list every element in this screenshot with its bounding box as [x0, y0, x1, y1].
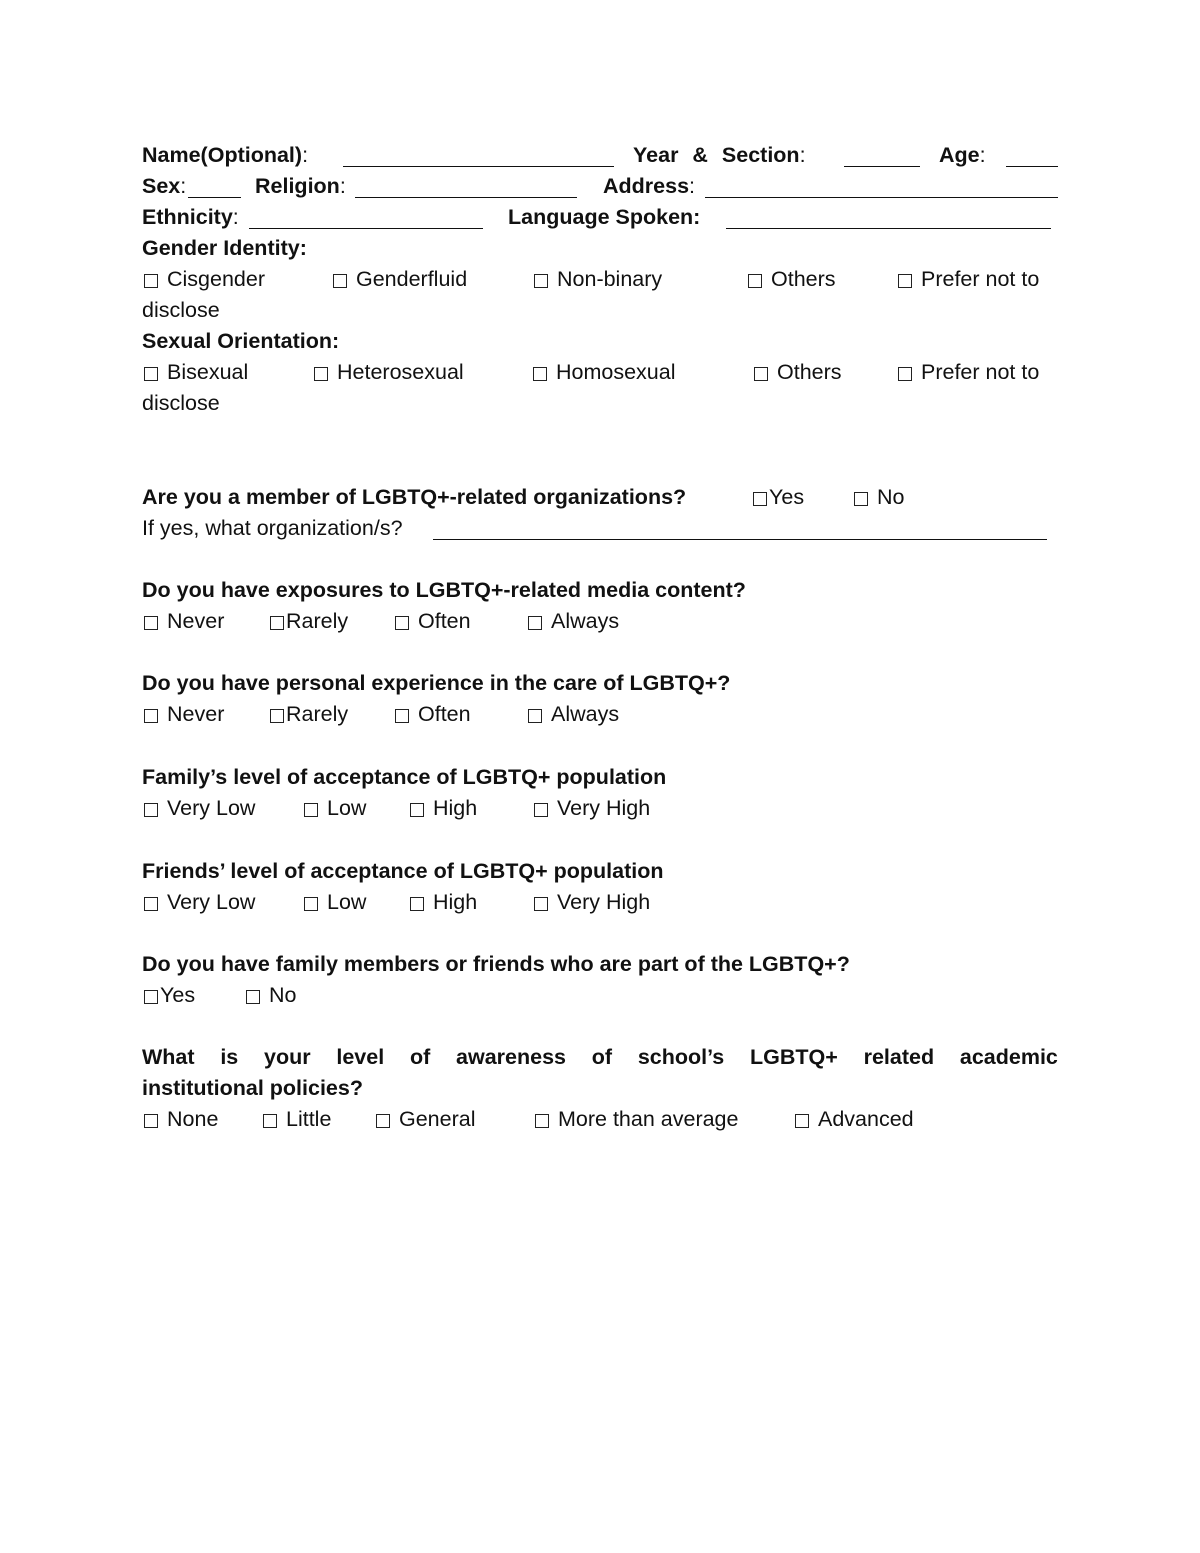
members-options — [142, 980, 1058, 1011]
option-high[interactable]: High — [410, 793, 477, 824]
checkbox-icon[interactable] — [533, 367, 547, 381]
sex-field[interactable] — [188, 177, 241, 198]
name-label: Name(Optional): — [142, 143, 309, 167]
gender-identity-options — [142, 264, 1058, 295]
member-followup-text: If yes, what organization/s? — [142, 516, 403, 540]
organization-field[interactable] — [433, 519, 1047, 540]
address-field[interactable] — [705, 177, 1058, 198]
option-others[interactable]: Others — [748, 264, 836, 295]
option-bisexual[interactable]: Bisexual — [144, 357, 248, 388]
option-cisgender[interactable]: Cisgender — [144, 264, 265, 295]
option-prefer-not[interactable]: Prefer not to — [898, 264, 1039, 295]
media-question-row — [142, 575, 1058, 606]
option-yes[interactable]: Yes — [753, 482, 804, 513]
gender-identity-label: Gender Identity: — [142, 236, 307, 260]
checkbox-icon[interactable] — [144, 616, 158, 630]
checkbox-icon[interactable] — [395, 709, 409, 723]
language-label: Language Spoken: — [508, 205, 701, 229]
checkbox-icon[interactable] — [753, 492, 767, 506]
option-always[interactable]: Always — [528, 606, 619, 637]
option-general[interactable]: General — [376, 1104, 476, 1135]
checkbox-icon[interactable] — [534, 274, 548, 288]
option-little[interactable]: Little — [263, 1104, 331, 1135]
option-others[interactable]: Others — [754, 357, 842, 388]
checkbox-icon[interactable] — [535, 1114, 549, 1128]
checkbox-icon[interactable] — [270, 709, 284, 723]
option-homosexual[interactable]: Homosexual — [533, 357, 676, 388]
name-row — [142, 140, 1058, 171]
ethnicity-label: Ethnicity: — [142, 205, 239, 229]
sex-label: Sex: — [142, 174, 187, 198]
option-genderfluid[interactable]: Genderfluid — [333, 264, 467, 295]
religion-label: Religion: — [255, 174, 346, 198]
option-yes[interactable]: Yes — [144, 980, 195, 1011]
checkbox-icon[interactable] — [270, 616, 284, 630]
option-often[interactable]: Often — [395, 606, 471, 637]
family-question: Family’s level of acceptance of LGBTQ+ population — [142, 765, 667, 789]
sexual-orientation-label: Sexual Orientation: — [142, 329, 340, 353]
sexual-orientation-wrap — [142, 388, 1058, 419]
disclose-text: disclose — [142, 391, 220, 415]
ethnicity-field[interactable] — [249, 208, 483, 229]
checkbox-icon[interactable] — [144, 1114, 158, 1128]
checkbox-icon[interactable] — [395, 616, 409, 630]
experience-question-row — [142, 668, 1058, 699]
checkbox-icon[interactable] — [333, 274, 347, 288]
checkbox-icon[interactable] — [144, 897, 158, 911]
friends-question: Friends’ level of acceptance of LGBTQ+ population — [142, 859, 664, 883]
option-more-than-average[interactable]: More than average — [535, 1104, 738, 1135]
checkbox-icon[interactable] — [376, 1114, 390, 1128]
awareness-question-line2: institutional policies? — [142, 1076, 363, 1100]
members-question-row — [142, 949, 1058, 980]
checkbox-icon[interactable] — [314, 367, 328, 381]
option-very-high[interactable]: Very High — [534, 887, 650, 918]
member-followup-row — [142, 513, 1058, 544]
disclose-text: disclose — [142, 298, 220, 322]
gender-identity-heading — [142, 233, 1058, 264]
option-low[interactable]: Low — [304, 887, 366, 918]
age-field[interactable] — [1006, 146, 1058, 167]
checkbox-icon[interactable] — [263, 1114, 277, 1128]
checkbox-icon[interactable] — [898, 274, 912, 288]
option-no[interactable]: No — [246, 980, 296, 1011]
checkbox-icon[interactable] — [144, 709, 158, 723]
option-very-low[interactable]: Very Low — [144, 887, 255, 918]
gender-identity-wrap — [142, 295, 1058, 326]
checkbox-icon[interactable] — [854, 492, 868, 506]
checkbox-icon[interactable] — [144, 803, 158, 817]
sexual-orientation-heading — [142, 326, 1058, 357]
language-field[interactable] — [726, 208, 1051, 229]
awareness-options — [142, 1104, 1058, 1135]
checkbox-icon[interactable] — [528, 709, 542, 723]
checkbox-icon[interactable] — [246, 990, 260, 1004]
ethnicity-row — [142, 202, 1058, 233]
year-section-field[interactable] — [844, 146, 920, 167]
family-question-row — [142, 762, 1058, 793]
checkbox-icon[interactable] — [534, 897, 548, 911]
experience-question: Do you have personal experience in the care of LGBTQ+? — [142, 671, 731, 695]
option-heterosexual[interactable]: Heterosexual — [314, 357, 464, 388]
option-often[interactable]: Often — [395, 699, 471, 730]
option-prefer-not[interactable]: Prefer not to — [898, 357, 1039, 388]
friends-options — [142, 887, 1058, 918]
name-field[interactable] — [343, 146, 614, 167]
option-high[interactable]: High — [410, 887, 477, 918]
option-very-high[interactable]: Very High — [534, 793, 650, 824]
checkbox-icon[interactable] — [754, 367, 768, 381]
member-question: Are you a member of LGBTQ+-related organizations? — [142, 485, 687, 509]
checkbox-icon[interactable] — [304, 897, 318, 911]
checkbox-icon[interactable] — [898, 367, 912, 381]
option-never[interactable]: Never — [144, 699, 224, 730]
experience-options — [142, 699, 1058, 730]
option-advanced[interactable]: Advanced — [795, 1104, 914, 1135]
checkbox-icon[interactable] — [534, 803, 548, 817]
address-label: Address: — [603, 174, 696, 198]
religion-field[interactable] — [355, 177, 577, 198]
friends-question-row — [142, 856, 1058, 887]
checkbox-icon[interactable] — [304, 803, 318, 817]
media-question: Do you have exposures to LGBTQ+-related media content? — [142, 578, 746, 602]
option-low[interactable]: Low — [304, 793, 366, 824]
option-rarely[interactable]: Rarely — [270, 606, 348, 637]
option-none[interactable]: None — [144, 1104, 218, 1135]
option-rarely[interactable]: Rarely — [270, 699, 348, 730]
option-non-binary[interactable]: Non-binary — [534, 264, 662, 295]
option-no[interactable]: No — [854, 482, 904, 513]
option-very-low[interactable]: Very Low — [144, 793, 255, 824]
checkbox-icon[interactable] — [528, 616, 542, 630]
members-question: Do you have family members or friends who are part of the LGBTQ+? — [142, 952, 850, 976]
media-options — [142, 606, 1058, 637]
checkbox-icon[interactable] — [410, 803, 424, 817]
checkbox-icon[interactable] — [410, 897, 424, 911]
awareness-question-line1: What is your level of awareness of school’s LGBTQ+ related academic — [142, 1045, 1058, 1069]
checkbox-icon[interactable] — [144, 274, 158, 288]
family-options — [142, 793, 1058, 824]
checkbox-icon[interactable] — [144, 990, 158, 1004]
year-section-label: Year & Section: — [633, 143, 806, 167]
option-never[interactable]: Never — [144, 606, 224, 637]
checkbox-icon[interactable] — [748, 274, 762, 288]
member-question-row — [142, 482, 1058, 513]
age-label: Age: — [939, 143, 986, 167]
checkbox-icon[interactable] — [795, 1114, 809, 1128]
sexual-orientation-options — [142, 357, 1058, 388]
checkbox-icon[interactable] — [144, 367, 158, 381]
option-always[interactable]: Always — [528, 699, 619, 730]
sex-row — [142, 171, 1058, 202]
